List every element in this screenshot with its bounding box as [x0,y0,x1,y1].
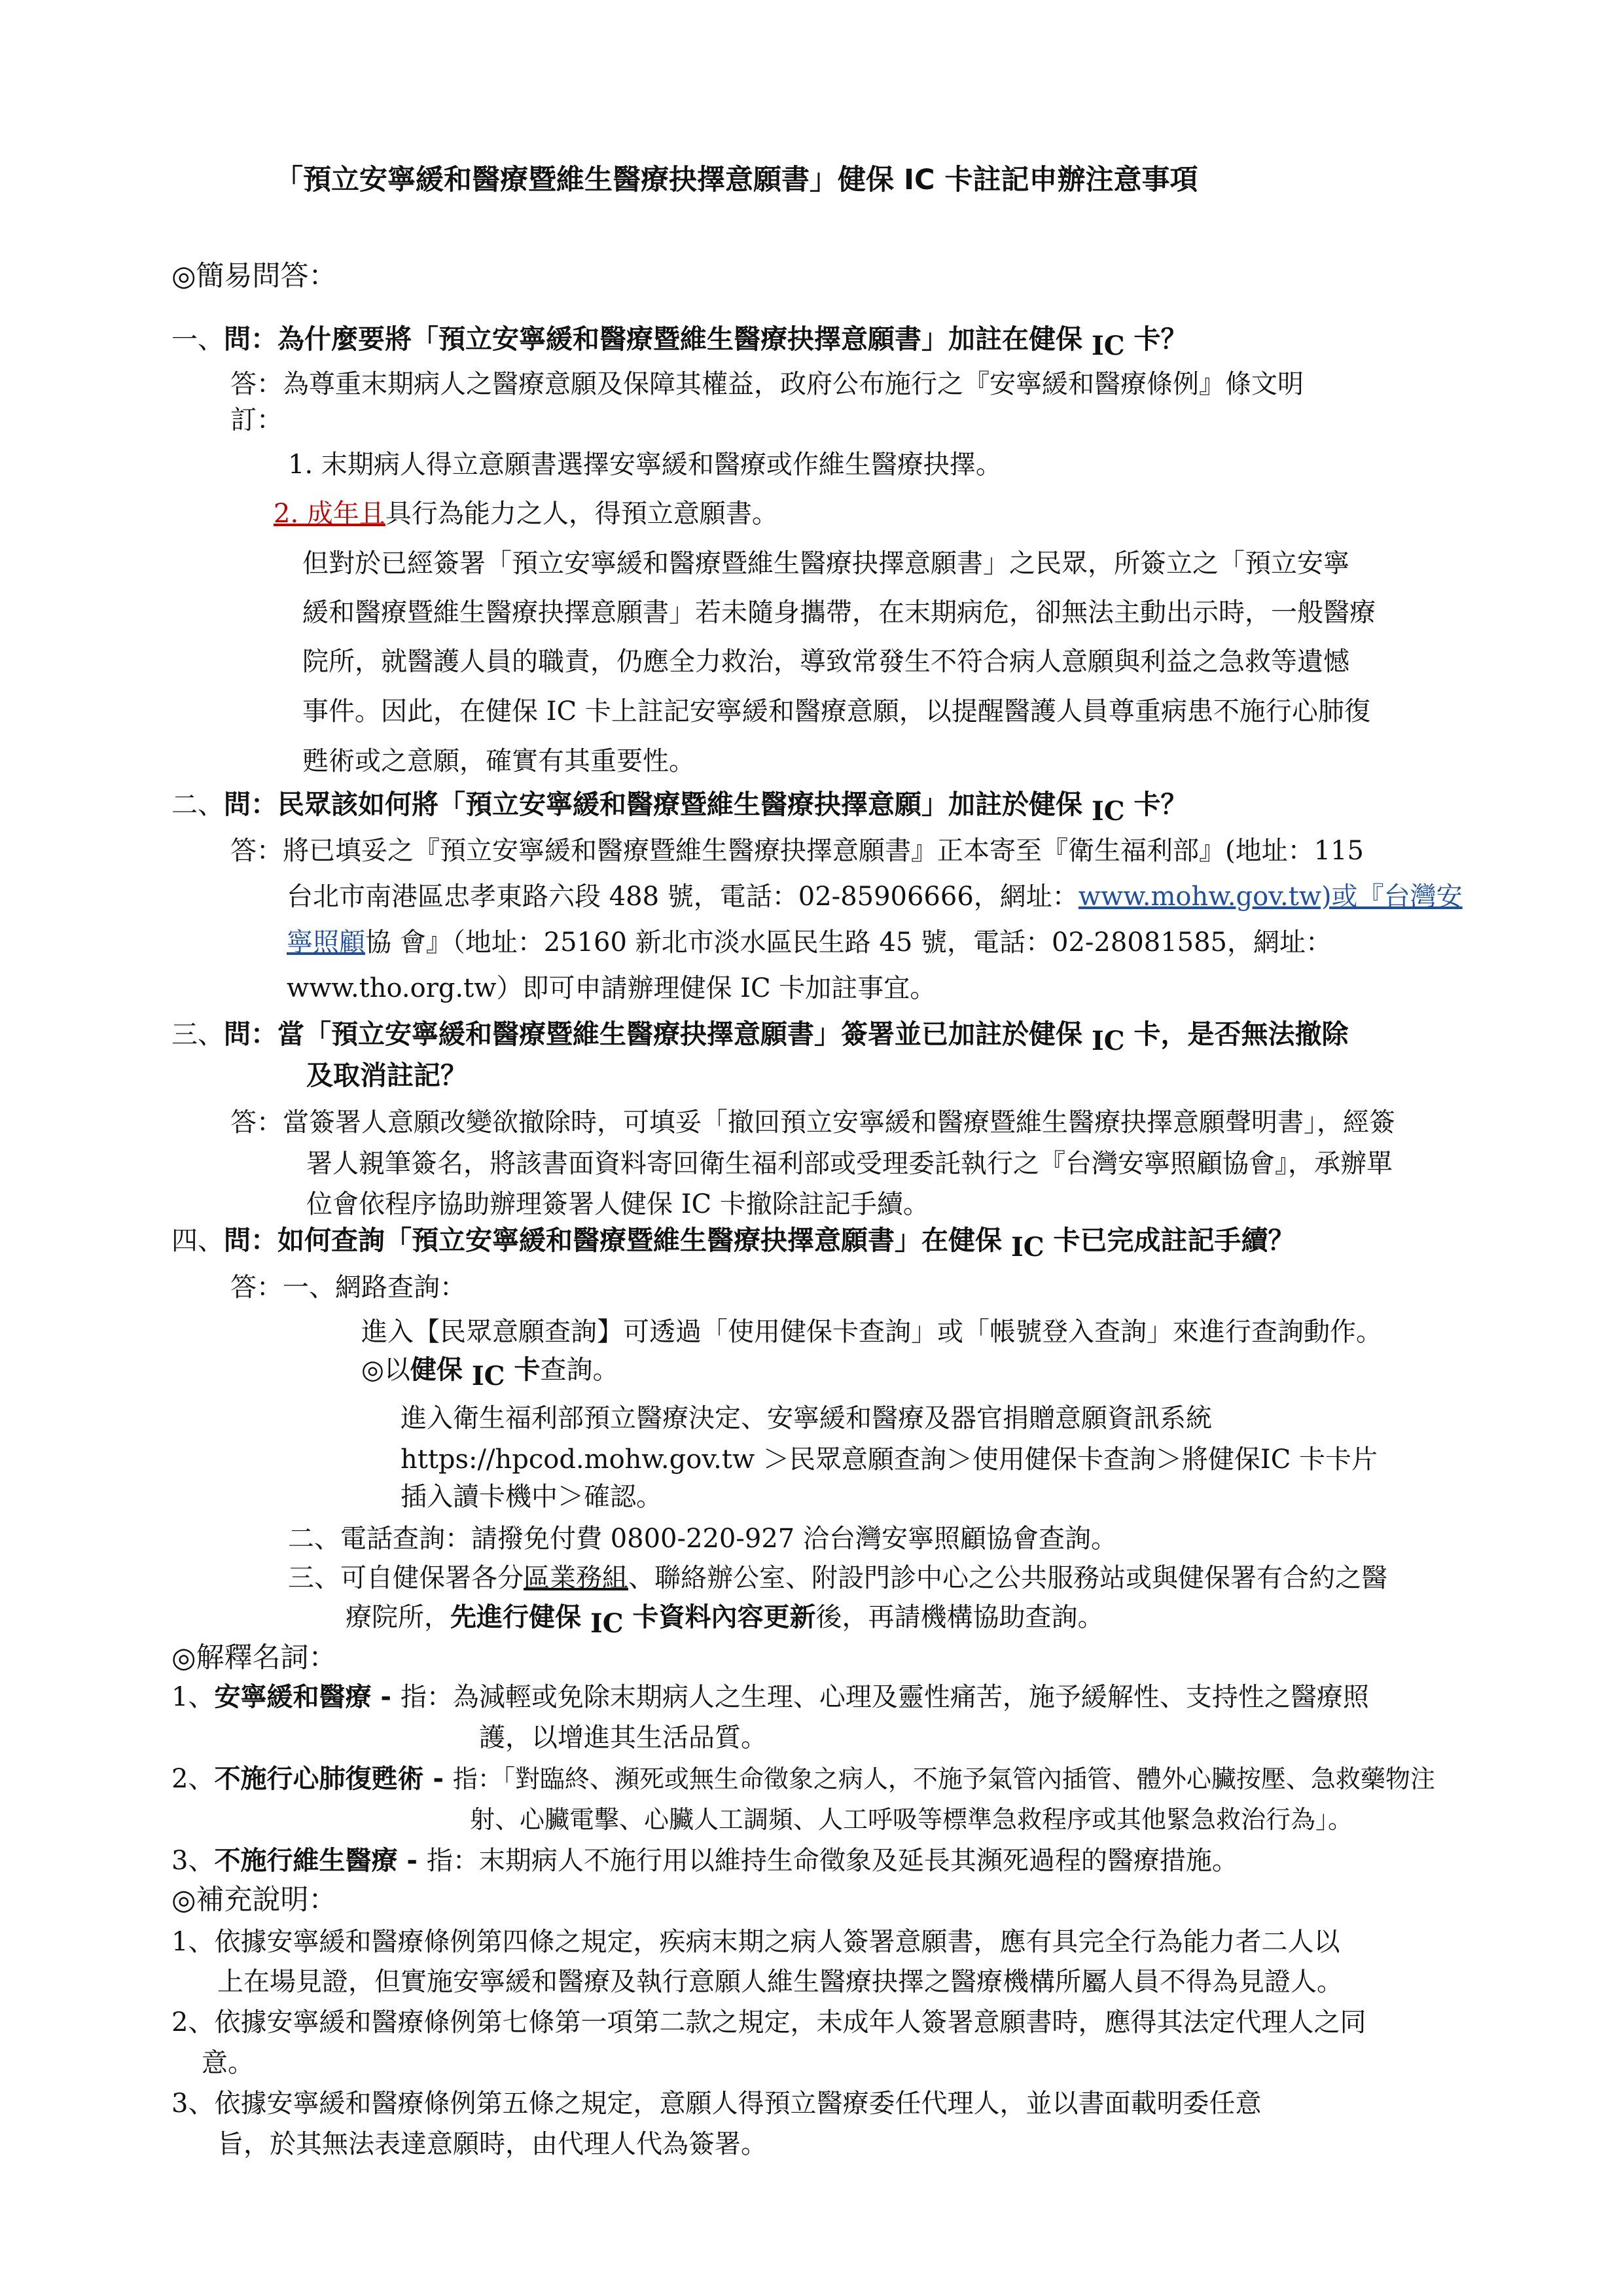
answer-line [287,923,1332,962]
note-line: 上在場見證，但實施安寧緩和醫療及執行意願人維生醫療抉擇之醫療機構所屬人員不得為見證人。 [217,1967,1343,1997]
answer-line: 插入讀卡機中＞確認。 [401,1482,662,1512]
term-definition: 指：為減輕或免除末期病人之生理、心理及靈性痛苦，施予緩解性、支持性之醫療照 [400,1682,1369,1712]
card-query-prefix: ◎以 [361,1355,410,1385]
notes-heading: ◎補充說明： [171,1884,337,1916]
underlined-text: 區業務組 [524,1563,628,1593]
paragraph-line: 緩和醫療暨維生醫療抉擇意願書」若未隨身攜帶，在末期病危，卻無法主動出示時，一般醫療 [302,598,1376,628]
answer-line: 答：將已填妥之『預立安寧緩和醫療暨維生醫療抉擇意願書』正本寄至『衛生福利部』(地址：115 [230,836,1364,866]
ic-label: IC [471,1361,505,1391]
term-item-2 [171,1759,1435,1799]
term-name: 安寧緩和醫療 [214,1682,372,1712]
answer-text: 後，再請機構協助查詢。 [815,1602,1104,1632]
term-number: 1、 [171,1682,215,1712]
question-number: 四、 [171,1226,224,1256]
term-number: 3、 [171,1846,215,1876]
card-query-bold-end: 卡 [514,1355,541,1385]
answer-line: 進入【民眾意願查詢】可透過「使用健保卡查詢」或「帳號登入查詢」來進行查詢動作。 [361,1317,1382,1347]
term-definition: 指：「對臨終、瀕死或無生命徵象之病人，不施予氣管內插管、體外心臟按壓、急救藥物注 [452,1765,1435,1793]
answer-line: 答：為尊重末期病人之醫療意願及保障其權益，政府公布施行之『安寧緩和醫療條例』條文明 [230,369,1304,399]
question-number: 二、 [171,790,224,820]
ic-label: IC [1092,1026,1125,1056]
question-text-end: 卡？ [1133,323,1188,355]
card-query-bold: 健保 [410,1355,463,1385]
answer-line: 進入衛生福利部預立醫療決定、安寧緩和醫療及器官捐贈意願資訊系統 [401,1403,1212,1433]
answer-line: 二、電話查詢：請撥免付費 0800-220-927 洽台灣安寧照顧協會查詢。 [288,1524,1117,1554]
question-text: 問：如何查詢「預立安寧緩和醫療暨維生醫療抉擇意願書」在健保 [224,1225,1002,1256]
bold-text: 先進行健保 [450,1602,581,1632]
ic-label: IC [590,1608,624,1639]
page-title: 「預立安寧緩和醫療暨維生醫療抉擇意願書」健保 IC 卡註記申辦注意事項 [275,164,1198,196]
bold-text: 卡資料內容更新 [632,1602,816,1632]
term-dash: - [371,1682,401,1712]
card-query-suffix: 查詢。 [540,1355,619,1385]
answer-text: 協 會』（地址：25160 新北市淡水區民生路 45 號，電話：02-28081585，網址： [365,927,1332,958]
ic-label: IC [1092,796,1125,827]
answer-text: 療院所， [346,1602,450,1632]
question-text-end: 卡已完成註記手續？ [1053,1225,1295,1256]
term-definition: 指：末期病人不施行用以維持生命徵象及延長其瀕死過程的醫療措施。 [426,1846,1238,1876]
answer-line: 答：當簽署人意願改變欲撤除時，可填妥「撤回預立安寧緩和醫療暨維生醫療抉擇意願聲明書」，經簽 [230,1107,1395,1138]
question-text: 問：為什麼要將「預立安寧緩和醫療暨維生醫療抉擇意願書」加註在健保 [224,323,1082,355]
terms-heading: ◎解釋名詞： [171,1641,337,1674]
faq-question-3 [171,1014,1349,1054]
note-line: 2、依據安寧緩和醫療條例第七條第一項第二款之規定，未成年人簽署意願書時，應得其法定代理人之同 [171,2007,1366,2037]
question-text-end: 卡，是否無法撤除 [1133,1018,1349,1050]
paragraph-line: 院所，就醫護人員的職責，仍應全力救治，導致常發生不符合病人意願與利益之急救等遺憾 [302,647,1349,677]
tho-link[interactable]: 寧照顧 [287,927,365,958]
question-text-cont: 及取消註記？ [306,1060,467,1091]
paragraph-line: 但對於已經簽署「預立安寧緩和醫療暨維生醫療抉擇意願書」之民眾，所簽立之「預立安寧 [302,548,1349,579]
faq-question-2 [171,785,1188,825]
note-line: 意。 [202,2048,254,2078]
answer-line [346,1598,1104,1637]
answer-line [288,1558,1387,1598]
question-number: 三、 [171,1020,224,1050]
card-query-heading [361,1350,618,1390]
question-text-end: 卡？ [1133,789,1188,820]
term-item-3 [171,1841,1238,1880]
term-definition-cont: 射、心臟電擊、心臟人工調頻、人工呼吸等標準急救程序或其他緊急救治行為」。 [470,1805,1353,1834]
note-line: 3、依據安寧緩和醫療條例第五條之規定，意願人得預立醫療委任代理人，並以書面載明委任意 [171,2089,1262,2119]
answer-line: 位會依程序協助辦理簽署人健保 IC 卡撤除註記手續。 [306,1189,929,1219]
paragraph-line: 甦術或之意願，確實有其重要性。 [302,746,695,776]
answer-text: 台北市南港區忠孝東路六段 488 號，電話：02-85906666，網址： [287,882,1079,912]
list-item [274,494,778,533]
ic-label: IC [1092,331,1125,361]
term-name: 不施行心肺復甦術 [214,1764,424,1794]
term-item-1 [171,1677,1369,1717]
mohw-link[interactable]: www.mohw.gov.tw)或『台灣安 [1078,882,1463,912]
term-dash: - [423,1764,453,1794]
term-definition-cont: 護，以增進其生活品質。 [479,1723,767,1753]
note-line: 1、依據安寧緩和醫療條例第四條之規定，疾病末期之病人簽署意願書，應有具完全行為能力者二人以 [171,1927,1340,1957]
term-dash: - [397,1846,427,1876]
list-item-text: 具行為能力之人，得預立意願書。 [385,499,778,529]
term-name: 不施行維生醫療 [214,1846,398,1876]
question-text: 問：當「預立安寧緩和醫療暨維生醫療抉擇意願書」簽署並已加註於健保 [224,1018,1082,1050]
question-text: 問：民眾該如何將「預立安寧緩和醫療暨維生醫療抉擇意願」加註於健保 [224,789,1082,820]
answer-line: www.tho.org.tw）即可申請辦理健保 IC 卡加註事宜。 [287,973,936,1003]
list-item: 1. 末期病人得立意願書選擇安寧緩和醫療或作維生醫療抉擇。 [288,450,1002,480]
revised-text: 2. 成年且 [274,499,385,529]
ic-label: IC [1011,1232,1044,1263]
answer-line [287,877,1463,916]
term-number: 2、 [171,1764,215,1794]
paragraph-line: 事件。因此，在健保 IC 卡上註記安寧緩和醫療意願，以提醒醫護人員尊重病患不施行心肺復 [302,696,1370,726]
answer-line: 答：一、網路查詢： [230,1272,466,1302]
answer-line: 訂： [230,405,283,435]
faq-question-4 [171,1221,1295,1261]
answer-text: 、聯絡辦公室、附設門診中心之公共服務站或與健保署有合約之醫 [628,1563,1387,1593]
answer-text: 三、可自健保署各分 [288,1563,524,1593]
note-line: 旨，於其無法表達意願時，由代理人代為簽署。 [217,2129,767,2159]
faq-heading: ◎簡易問答： [171,260,337,293]
faq-question-1 [171,319,1188,359]
answer-line: https://hpcod.mohw.gov.tw ＞民眾意願查詢＞使用健保卡查詢＞將健保IC 卡卡片 [401,1444,1378,1475]
answer-line: 署人親筆簽名，將該書面資料寄回衛生福利部或受理委託執行之『台灣安寧照顧協會』，承辦單 [306,1149,1393,1179]
question-number: 一、 [171,325,224,355]
